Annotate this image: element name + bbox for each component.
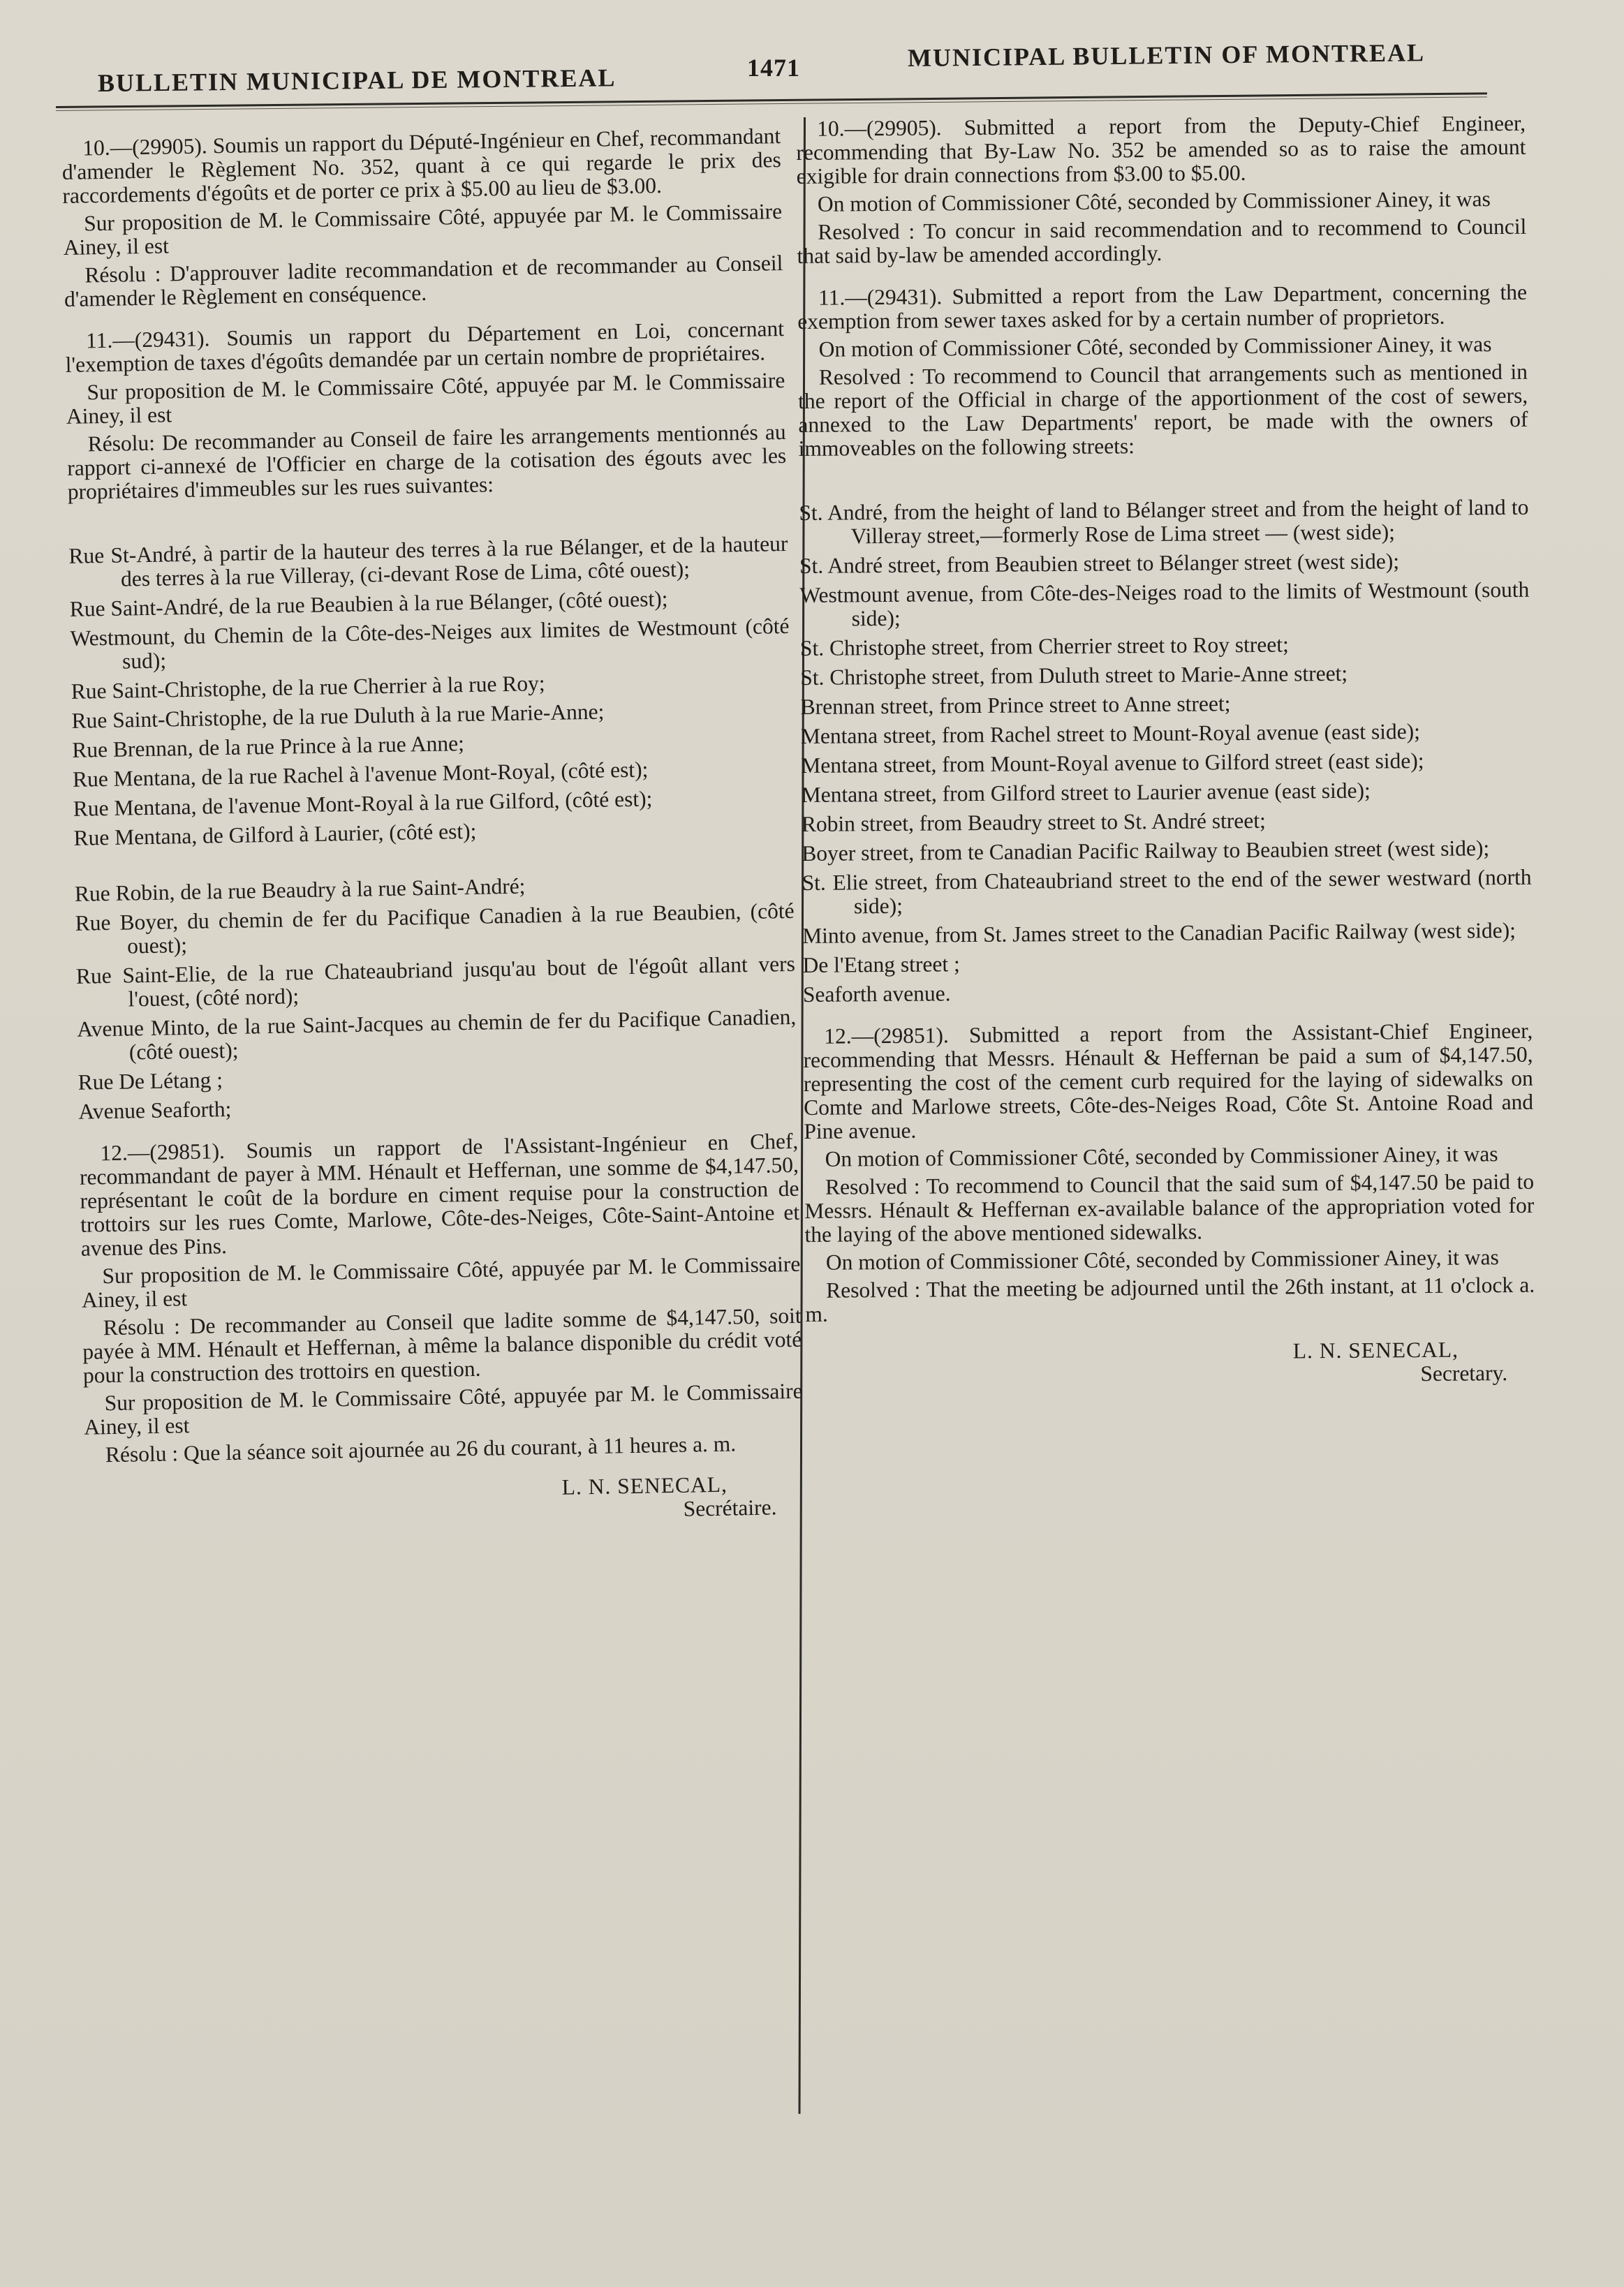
french-resolution: Résolu : De recommander au Conseil que ladite somme de $4,147.50, soit payée à MM. Hénault et Heffernan, à même la balance disponible du crédit voté pour la construction des trottoirs en question. [82, 1303, 802, 1388]
street-item: Westmount avenue, from Côte-des-Neiges road to the limits of Westmount (south side); [799, 577, 1530, 631]
street-item: Rue St-André, à partir de la hauteur des terres à la rue Bélanger, et de la hauteur des terres à la rue Villeray, (ci-devant Rose de Lima, côté ouest); [68, 531, 788, 591]
street-item: Rue Mentana, de Gilford à Laurier, (côté est); [73, 818, 477, 850]
street-item: St. André, from the height of land to Bélanger street and from the height of land to Villeray street,—formerly Rose de Lima street — (west side); [799, 494, 1529, 549]
street-item: De l'Etang street ; [802, 952, 960, 977]
street-item: Avenue Minto, de la rue Saint-Jacques au chemin de fer du Pacifique Canadien, (côté ouest); [77, 1004, 797, 1065]
english-motion: On motion of Commissioner Côté, seconded by Commissioner Ainey, it was [818, 332, 1492, 362]
signature-name: L. N. SENECAL, [561, 1472, 728, 1500]
french-resolution: Résolu : D'approuver ladite recommandation et de recommander au Conseil d'amender le Règlement en conséquence. [64, 250, 783, 311]
english-resolution: Resolved : To recommend to Council that the said sum of $4,147.50 be paid to Messrs. Hénault & Heffernan ex-available balance of the appropriation voted for the laying of the above mentioned sidewalks. [804, 1169, 1535, 1247]
street-item: Rue Saint-Christophe, de la rue Cherrier à la rue Roy; [71, 671, 545, 704]
english-item-11: 11.—(29431). Submitted a report from the Law Department, concerning the exemption from sewer taxes asked for by a certain number of proprietors. [797, 279, 1528, 334]
street-item: Westmount, du Chemin de la Côte-des-Neiges aux limites de Westmount (côté sud); [70, 613, 790, 674]
french-item-10: 10.—(29905). Soumis un rapport du Député-Ingénieur en Chef, recommandant d'amender le Règlement No. 352, quant à ce qui regarde le prix des raccordements d'égoûts et de porter ce prix à $5.00 au lieu de $3.00. [61, 124, 782, 208]
french-item-11: 11.—(29431). Soumis un rapport du Département en Loi, concernant l'exemption de taxes d'égoûts demandée par un certain nombre de propriétaires. [65, 316, 785, 377]
street-item: St. André street, from Beaubien street to Bélanger street (west side); [799, 549, 1400, 578]
street-item: Rue Saint-André, de la rue Beaubien à la rue Bélanger, (côté ouest); [69, 586, 668, 621]
english-column [796, 112, 1535, 1391]
page-number: 1471 [747, 54, 800, 82]
french-street-list [68, 532, 797, 1124]
street-item: Rue Mentana, de la rue Rachel à l'avenue Mont-Royal, (côté est); [72, 757, 649, 792]
english-motion: On motion of Commissioner Côté, seconded by Commissioner Ainey, it was [825, 1141, 1498, 1171]
english-signature [806, 1338, 1536, 1391]
street-item: Robin street, from Beaudry street to St. André street; [801, 808, 1266, 836]
street-item: Mentana street, from Mount-Royal avenue to Gilford street (east side); [801, 748, 1424, 778]
street-item: Rue Mentana, de l'avenue Mont-Royal à la rue Gilford, (côté est); [73, 786, 653, 821]
street-item: Minto avenue, from St. James street to the Canadian Pacific Railway (west side); [802, 917, 1516, 948]
street-item: St. Christophe street, from Duluth street to Marie-Anne street; [800, 660, 1348, 690]
french-signature [85, 1472, 805, 1532]
signature-name: L. N. SENECAL, [1292, 1337, 1459, 1363]
english-street-list [799, 496, 1533, 1007]
english-motion: On motion of Commissioner Côté, seconded by Commissioner Ainey, it was [825, 1245, 1499, 1275]
signature-title: Secretary. [1420, 1361, 1508, 1386]
english-resolution: Resolved : To recommend to Council that arrangements such as mentioned in the report of the Official in charge of the apportionment of the cost of sewers, annexed to the Law Departments' report, be made with the owners of immoveables on the following streets: [798, 359, 1528, 461]
header-title-french: BULLETIN MUNICIPAL DE MONTREAL [97, 64, 617, 97]
english-adjournment: Resolved : That the meeting be adjourned until the 26th instant, at 11 o'clock a. m. [805, 1272, 1535, 1326]
signature-title: Secrétaire. [683, 1495, 777, 1521]
street-item: Mentana street, from Gilford street to Laurier avenue (east side); [801, 778, 1371, 807]
street-item: Rue Saint-Elie, de la rue Chateaubriand jusqu'au bout de l'égoût allant vers l'ouest, (côté nord); [75, 951, 796, 1012]
street-item: Boyer street, from te Canadian Pacific Railway to Beaubien street (west side); [802, 836, 1490, 866]
french-motion: Sur proposition de M. le Commissaire Côté, appuyée par M. le Commissaire Ainey, il est [66, 367, 785, 429]
french-adjournment: Résolu : Que la séance soit ajournée au 26 du courant, à 11 heures a. m. [105, 1431, 737, 1467]
header-title-english: MUNICIPAL BULLETIN OF MONTREAL [907, 38, 1426, 72]
street-item: Rue De Létang ; [77, 1067, 223, 1095]
english-resolution: Resolved : To concur in said recommendation and to recommend to Council that said by-law be amended accordingly. [797, 214, 1527, 268]
street-item: St. Elie street, from Chateaubriand street to the end of the sewer westward (north side); [802, 864, 1532, 919]
french-motion: Sur proposition de M. le Commissaire Côté, appuyée par M. le Commissaire Ainey, il est [63, 199, 783, 260]
english-item-10: 10.—(29905). Submitted a report from the Deputy-Chief Engineer, recommending that By-Law No. 352 be amended so as to raise the amount exigible for drain connections from $3.00 to $5.00. [796, 110, 1526, 188]
street-item: Rue Robin, de la rue Beaudry à la rue Saint-André; [74, 873, 526, 906]
street-item: Rue Saint-Christophe, de la rue Duluth à la rue Marie-Anne; [71, 699, 605, 733]
english-motion: On motion of Commissioner Côté, seconded by Commissioner Ainey, it was [817, 186, 1491, 216]
french-resolution: Résolu: De recommander au Conseil de faire les arrangements mentionnés au rapport ci-annexé de l'Officier en charge de la cotisation des égouts avec les propriétaires d'immeubles sur les rues suivantes: [66, 419, 787, 504]
french-column [61, 124, 805, 1532]
street-item: St. Christophe street, from Cherrier street to Roy street; [799, 632, 1289, 660]
street-item: Avenue Seaforth; [78, 1096, 232, 1124]
street-item: Rue Brennan, de la rue Prince à la rue Anne; [72, 731, 465, 762]
street-item: Seaforth avenue. [802, 981, 951, 1007]
french-motion: Sur proposition de M. le Commissaire Côté, appuyée par M. le Commissaire Ainey, il est [83, 1378, 803, 1439]
english-item-12: 12.—(29851). Submitted a report from the Assistant-Chief Engineer, recommending that Messrs. Hénault & Heffernan be paid a sum of $4,147.50, representing the cost of the cement curb required for the laying of sidewalks on Comte and Marlowe streets, Côte-des-Neiges Road, Côte St. Antoine Road and Pine avenue. [803, 1018, 1534, 1144]
street-item: Mentana street, from Rachel street to Mount-Royal avenue (east side); [800, 719, 1421, 748]
page-header [91, 38, 1487, 99]
street-item: Rue Boyer, du chemin de fer du Pacifique Canadien à la rue Beaubien, (côté ouest); [75, 898, 795, 959]
french-item-12: 12.—(29851). Soumis un rapport de l'Assistant-Ingénieur en Chef, recommandant de payer à MM. Hénault et Heffernan, une somme de $4,147.50, représentant le coût de la bordure en ciment requise pour la construction de trottoirs sur les rues Comte, Marlowe, Côte-des-Neiges, Côte-Saint-Antoine et avenue des Pins. [79, 1128, 800, 1261]
french-motion: Sur proposition de M. le Commissaire Côté, appuyée par M. le Commissaire Ainey, il est [81, 1251, 801, 1312]
street-item: Brennan street, from Prince street to Anne street; [800, 691, 1231, 719]
